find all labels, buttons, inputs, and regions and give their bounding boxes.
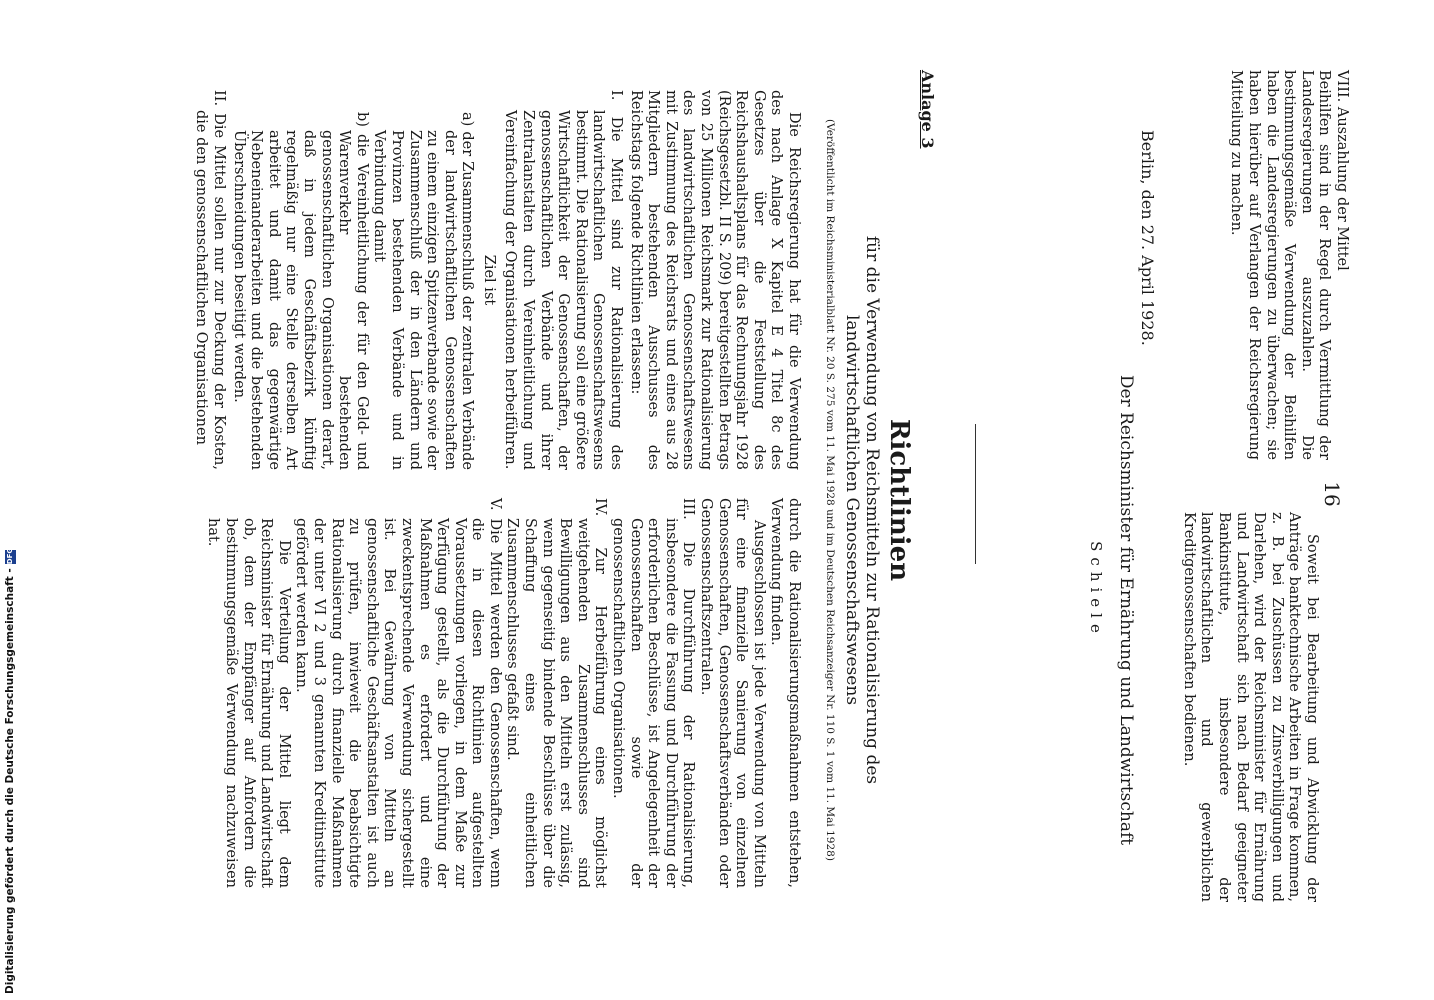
goal-b: b) die Vereinheitlichung der für den Geld- und Warenverkehr bestehenden genossenschaftlichen Organisationen derart, daß in jedem Geschäftsbezirk künftig regelmäßig nur eine Stelle derselben Art arbeitet und damit das gegenwärtige Nebeneinanderarbeiten und die bestehenden Überschneidungen beseitigt werden.	[230, 112, 370, 470]
document-subtitle: für die Verwendung von Reichsmitteln zur Rationalisierung des landwirtschaftlichen Genossenschaftswesens	[842, 235, 882, 785]
goal-heading: Ziel ist	[480, 254, 497, 306]
intro-paragraph: Die Reichsregierung hat für die Verwendung des nach Anlage X Kapitel E 4 Titel 8c des Gesetzes über die Feststellung des Reichshaushaltsplans für das Rechnungsjahr 1928 (Reichsgesetzbl. II S. 209) bereitgestellten Betrags von 25 Millionen Reichsmark zur Rationalisierung des landwirtschaftlichen Genossenschaftswesens mit Zustimmung des Reichsrats und eines aus 28 Mitgliedern bestehenden Ausschusses des Reichstags folgende Richtlinien erlassen:	[627, 90, 802, 470]
section-viii-text: VIII. Auszahlung der Mittel Beihilfen sind in der Regel durch Vermittlung der Landesregierungen auszuzahlen. Die bestimmungsgemäße Verwendung der Beihilfen haben die Landesregierungen zu überwachen; sie haben hierüber auf Verlangen der Reichsregierung Mitteilung zu machen.	[1228, 70, 1350, 460]
section-ii-continuation: durch die Rationalisierungsmaßnahmen entstehen, Verwendung finden.	[768, 498, 802, 888]
section-bank-text: Soweit bei Bearbeitung und Abwicklung der Anträge banktechnische Arbeiten in Frage kommen, z. B. bei Zuschüssen zu Zinsverbilligungen und Darlehen, wird der Reichsminister für Ernährung und Landwirtschaft sich nach Bedarf geeigneter Bankinstitute, insbesondere der landwirtschaftlichen und gewerblichen Kreditgenossenschaften bedienen.	[1180, 512, 1320, 902]
annex-label: Anlage 3	[918, 70, 937, 149]
column-right	[204, 498, 802, 888]
section-v: V. Die Mittel werden den Genossenschaften, wenn die in diesen Richtlinien aufgestellten Voraussetzungen vorliegen, in dem Maße zur Verfügung gestellt, als die Durchführung der Maßnahmen es erfordert und eine zweckentsprechende Verwendung sichergestellt ist. Bei Gewährung von Mitteln an genossenschaftliche Geschäftsanstalten ist auch zu prüfen, inwieweit die beabsichtigte Rationalisierung durch finanzielle Maßnahmen der unter VI 2 und 3 genannten Kreditinstitute gefördert werden kann.	[293, 498, 503, 888]
dfg-logo-icon: DFG	[5, 547, 14, 565]
separator-rule	[975, 424, 976, 564]
publication-note: (Veröffentlicht im Reichsministerialblatt Nr. 20 S. 275 vom 11. Mai 1928 und im Deutschen Reichsanzeiger Nr. 110 S. 1 vom 11. Mai 1928)	[824, 119, 836, 861]
goal-a: a) der Zusammenschluß der zentralen Verbände der landwirtschaftlichen Genossenschaften zu einem einzigen Spitzenverbande sowie der Zusammenschluß der in den Ländern und Provinzen bestehenden Verbände und in Verbindung damit	[371, 112, 476, 470]
document-title: Richtlinien	[884, 418, 914, 582]
column-left	[192, 90, 802, 470]
section-i: I. Die Mittel sind zur Rationalisierung des landwirtschaftlichen Genossenschaftswesens bestimmt. Die Rationalisierung soll eine größere Wirtschaftlichkeit der Genossenschaften, der genossenschaftlichen Verbände und ihrer Zentralanstalten durch Vereinheitlichung und Vereinfachung der Organisationen herbeiführen.	[502, 90, 625, 470]
signatory: Der Reichsminister für Ernährung und Landwirtschaft	[1116, 374, 1136, 846]
section-iv: IV. Zur Herbeiführung eines möglichst weitgehenden Zusammenschlusses sind Bewilligungen aus den Mitteln erst zulässig, wenn gegenseitig bindende Beschlüsse über die Schaffung eines einheitlichen Zusammenschlusses gefaßt sind.	[504, 498, 609, 888]
signature: Schiele	[1087, 541, 1105, 639]
section-iii: III. Die Durchführung der Rationalisierung, insbesondere die Fassung und Durchführung der erforderlichen Beschlüsse, ist Angelegenheit der Genossenschaften sowie der genossenschaftlichen Organisationen.	[610, 498, 697, 888]
section-ii: II. Die Mittel sollen nur zur Deckung der Kosten, die den genossenschaftlichen Organisationen	[193, 90, 227, 470]
exclusion-paragraph: Ausgeschlossen ist jede Verwendung von Mitteln für eine finanzielle Sanierung von einzelnen Genossenschaften, Genossenschaftsverbänden oder Genossenschaftszentralen.	[698, 498, 767, 888]
distribution-paragraph: Die Verteilung der Mittel liegt dem Reichsminister für Ernährung und Landwirtschaft ob, dem der Empfänger auf Anfordern die bestimmungsgemäße Verwendung nachzuweisen hat.	[205, 518, 292, 888]
footer-text: Digitalisierung gefördert durch die Deutsche Forschungsgemeinschaft -	[4, 568, 16, 994]
dateline: Berlin, den 27. April 1928.	[1138, 130, 1157, 346]
page-number: 16	[1320, 481, 1344, 507]
